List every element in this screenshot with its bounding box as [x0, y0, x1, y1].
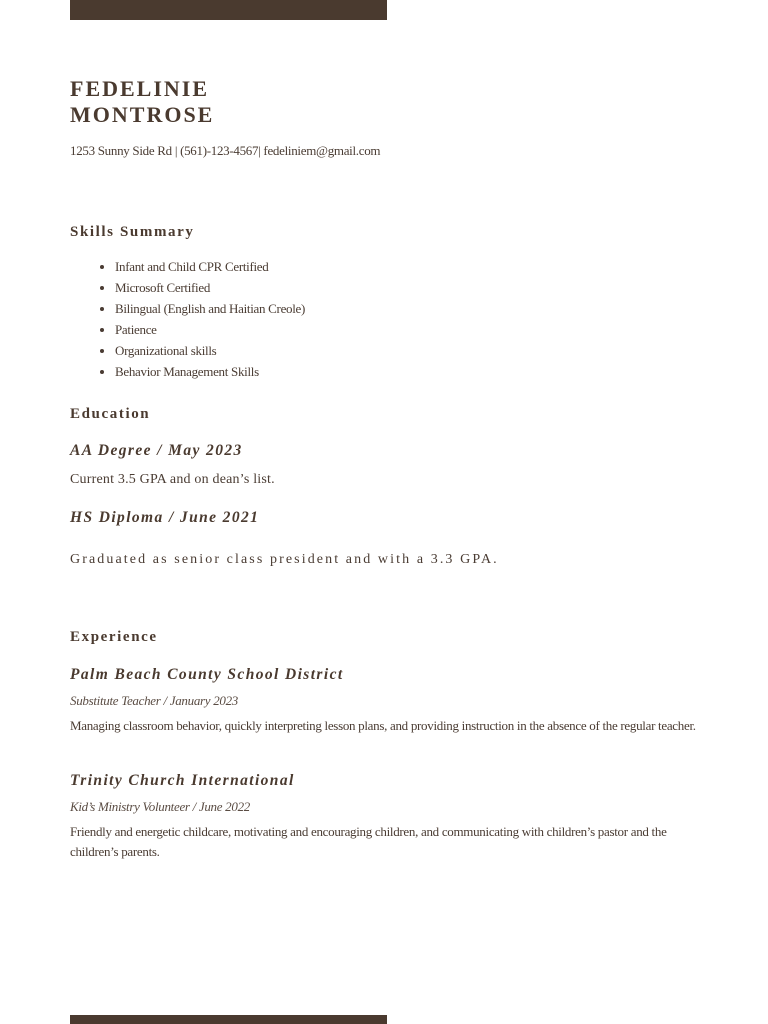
education-detail: Graduated as senior class president and with a 3.3 GPA.: [70, 552, 499, 567]
skill-item: • Behavior Management Skills: [115, 363, 305, 384]
experience-organization: Trinity Church International: [70, 772, 295, 789]
education-detail: Current 3.5 GPA and on dean’s list.: [70, 472, 275, 487]
top-accent-bar: [70, 0, 387, 20]
skill-item: • Microsoft Certified: [115, 279, 305, 300]
skills-list: [70, 258, 305, 384]
education-degree: HS Diploma / June 2021: [70, 509, 260, 526]
education-heading: Education: [70, 406, 151, 422]
education-degree: AA Degree / May 2023: [70, 442, 243, 459]
experience-description: Managing classroom behavior, quickly interpreting lesson plans, and providing instruction in the absence of the regular teacher.: [70, 718, 696, 733]
skill-item: • Bilingual (English and Haitian Creole): [115, 300, 305, 321]
experience-role: Substitute Teacher / January 2023: [70, 693, 238, 708]
skill-item: • Organizational skills: [115, 342, 305, 363]
skill-item: • Infant and Child CPR Certified: [115, 258, 305, 279]
last-name: MONTROSE: [70, 102, 215, 127]
experience-heading: Experience: [70, 629, 158, 645]
bottom-accent-bar: [70, 1015, 387, 1024]
experience-description: Friendly and energetic childcare, motivating and encouraging children, and communicating with children’s pastor and the children’s parents.: [70, 824, 667, 859]
contact-info: 1253 Sunny Side Rd | (561)-123-4567| fedeliniem@gmail.com: [70, 143, 381, 158]
first-name: FEDELINIE: [70, 76, 210, 101]
skills-heading: Skills Summary: [70, 224, 195, 240]
experience-organization: Palm Beach County School District: [70, 666, 344, 683]
experience-role: Kid’s Ministry Volunteer / June 2022: [70, 799, 250, 814]
skill-item: • Patience: [115, 321, 305, 342]
candidate-name: [70, 76, 214, 128]
